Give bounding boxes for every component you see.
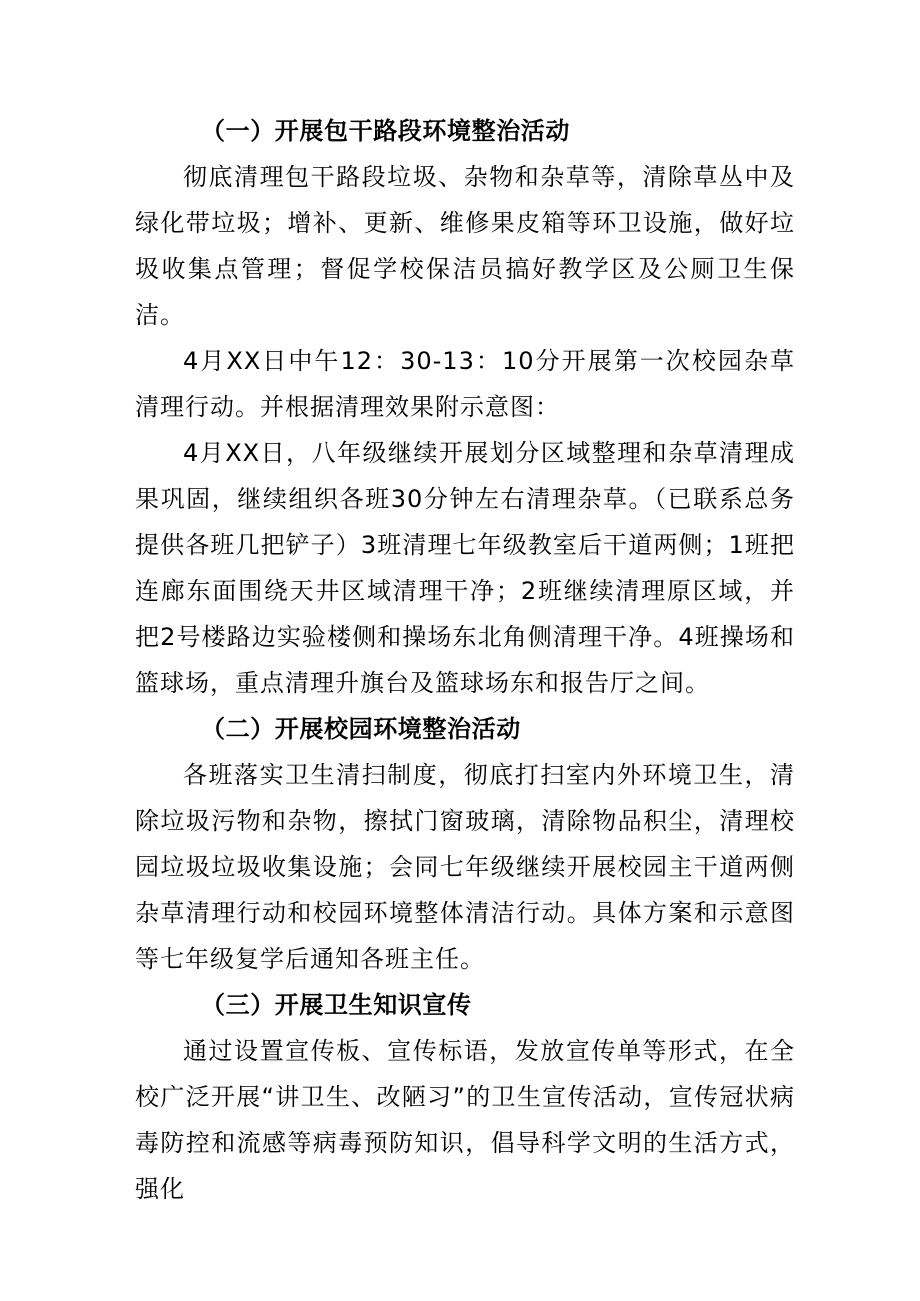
section-2-paragraph-1: 各班落实卫生清扫制度，彻底打扫室内外环境卫生，清除垃圾污物和杂物，擦拭门窗玻璃，清除物品积尘，清理校园垃圾垃圾收集设施；会同七年级继续开展校园主干道两侧杂草清理行动和校园环境整体清洁行动。具体方案和示意图等七年级复学后通知各班主任。 [135, 761, 795, 973]
section-1-paragraph-1: 彻底清理包干路段垃圾、杂物和杂草等，清除草丛中及绿化带垃圾；增补、更新、维修果皮箱等环卫设施，做好垃圾收集点管理；督促学校保洁员搞好教学区及公厕卫生保洁。 [135, 163, 795, 329]
section-heading-1: （一）开展包干路段环境整治活动 [201, 117, 570, 145]
section-3-paragraph-1: 通过设置宣传板、宣传标语，发放宣传单等形式，在全校广泛开展“讲卫生、改陋习”的卫生宣传活动，宣传冠状病毒防控和流感等病毒预防知识，倡导科学文明的生活方式，强化 [135, 1037, 795, 1203]
section-1-paragraph-3: 4月XX日，八年级继续开展划分区域整理和杂草清理成果巩固，继续组织各班30分钟左右清理杂草。（已联系总务提供各班几把铲子）3班清理七年级教室后干道两侧；1班把连廊东面围绕天井区域清理干净；2班继续清理原区域，并把2号楼路边实验楼侧和操场东北角侧清理干净。4班操场和篮球场，重点清理升旗台及篮球场东和报告厅之间。 [135, 439, 795, 697]
document-body [135, 108, 795, 1212]
section-1-paragraph-2: 4月XX日中午12：30-13：10分开展第一次校园杂草清理行动。并根据清理效果附示意图： [135, 347, 795, 421]
section-heading-2: （二）开展校园环境整治活动 [201, 715, 521, 743]
section-heading-3: （三）开展卫生知识宣传 [201, 991, 472, 1019]
